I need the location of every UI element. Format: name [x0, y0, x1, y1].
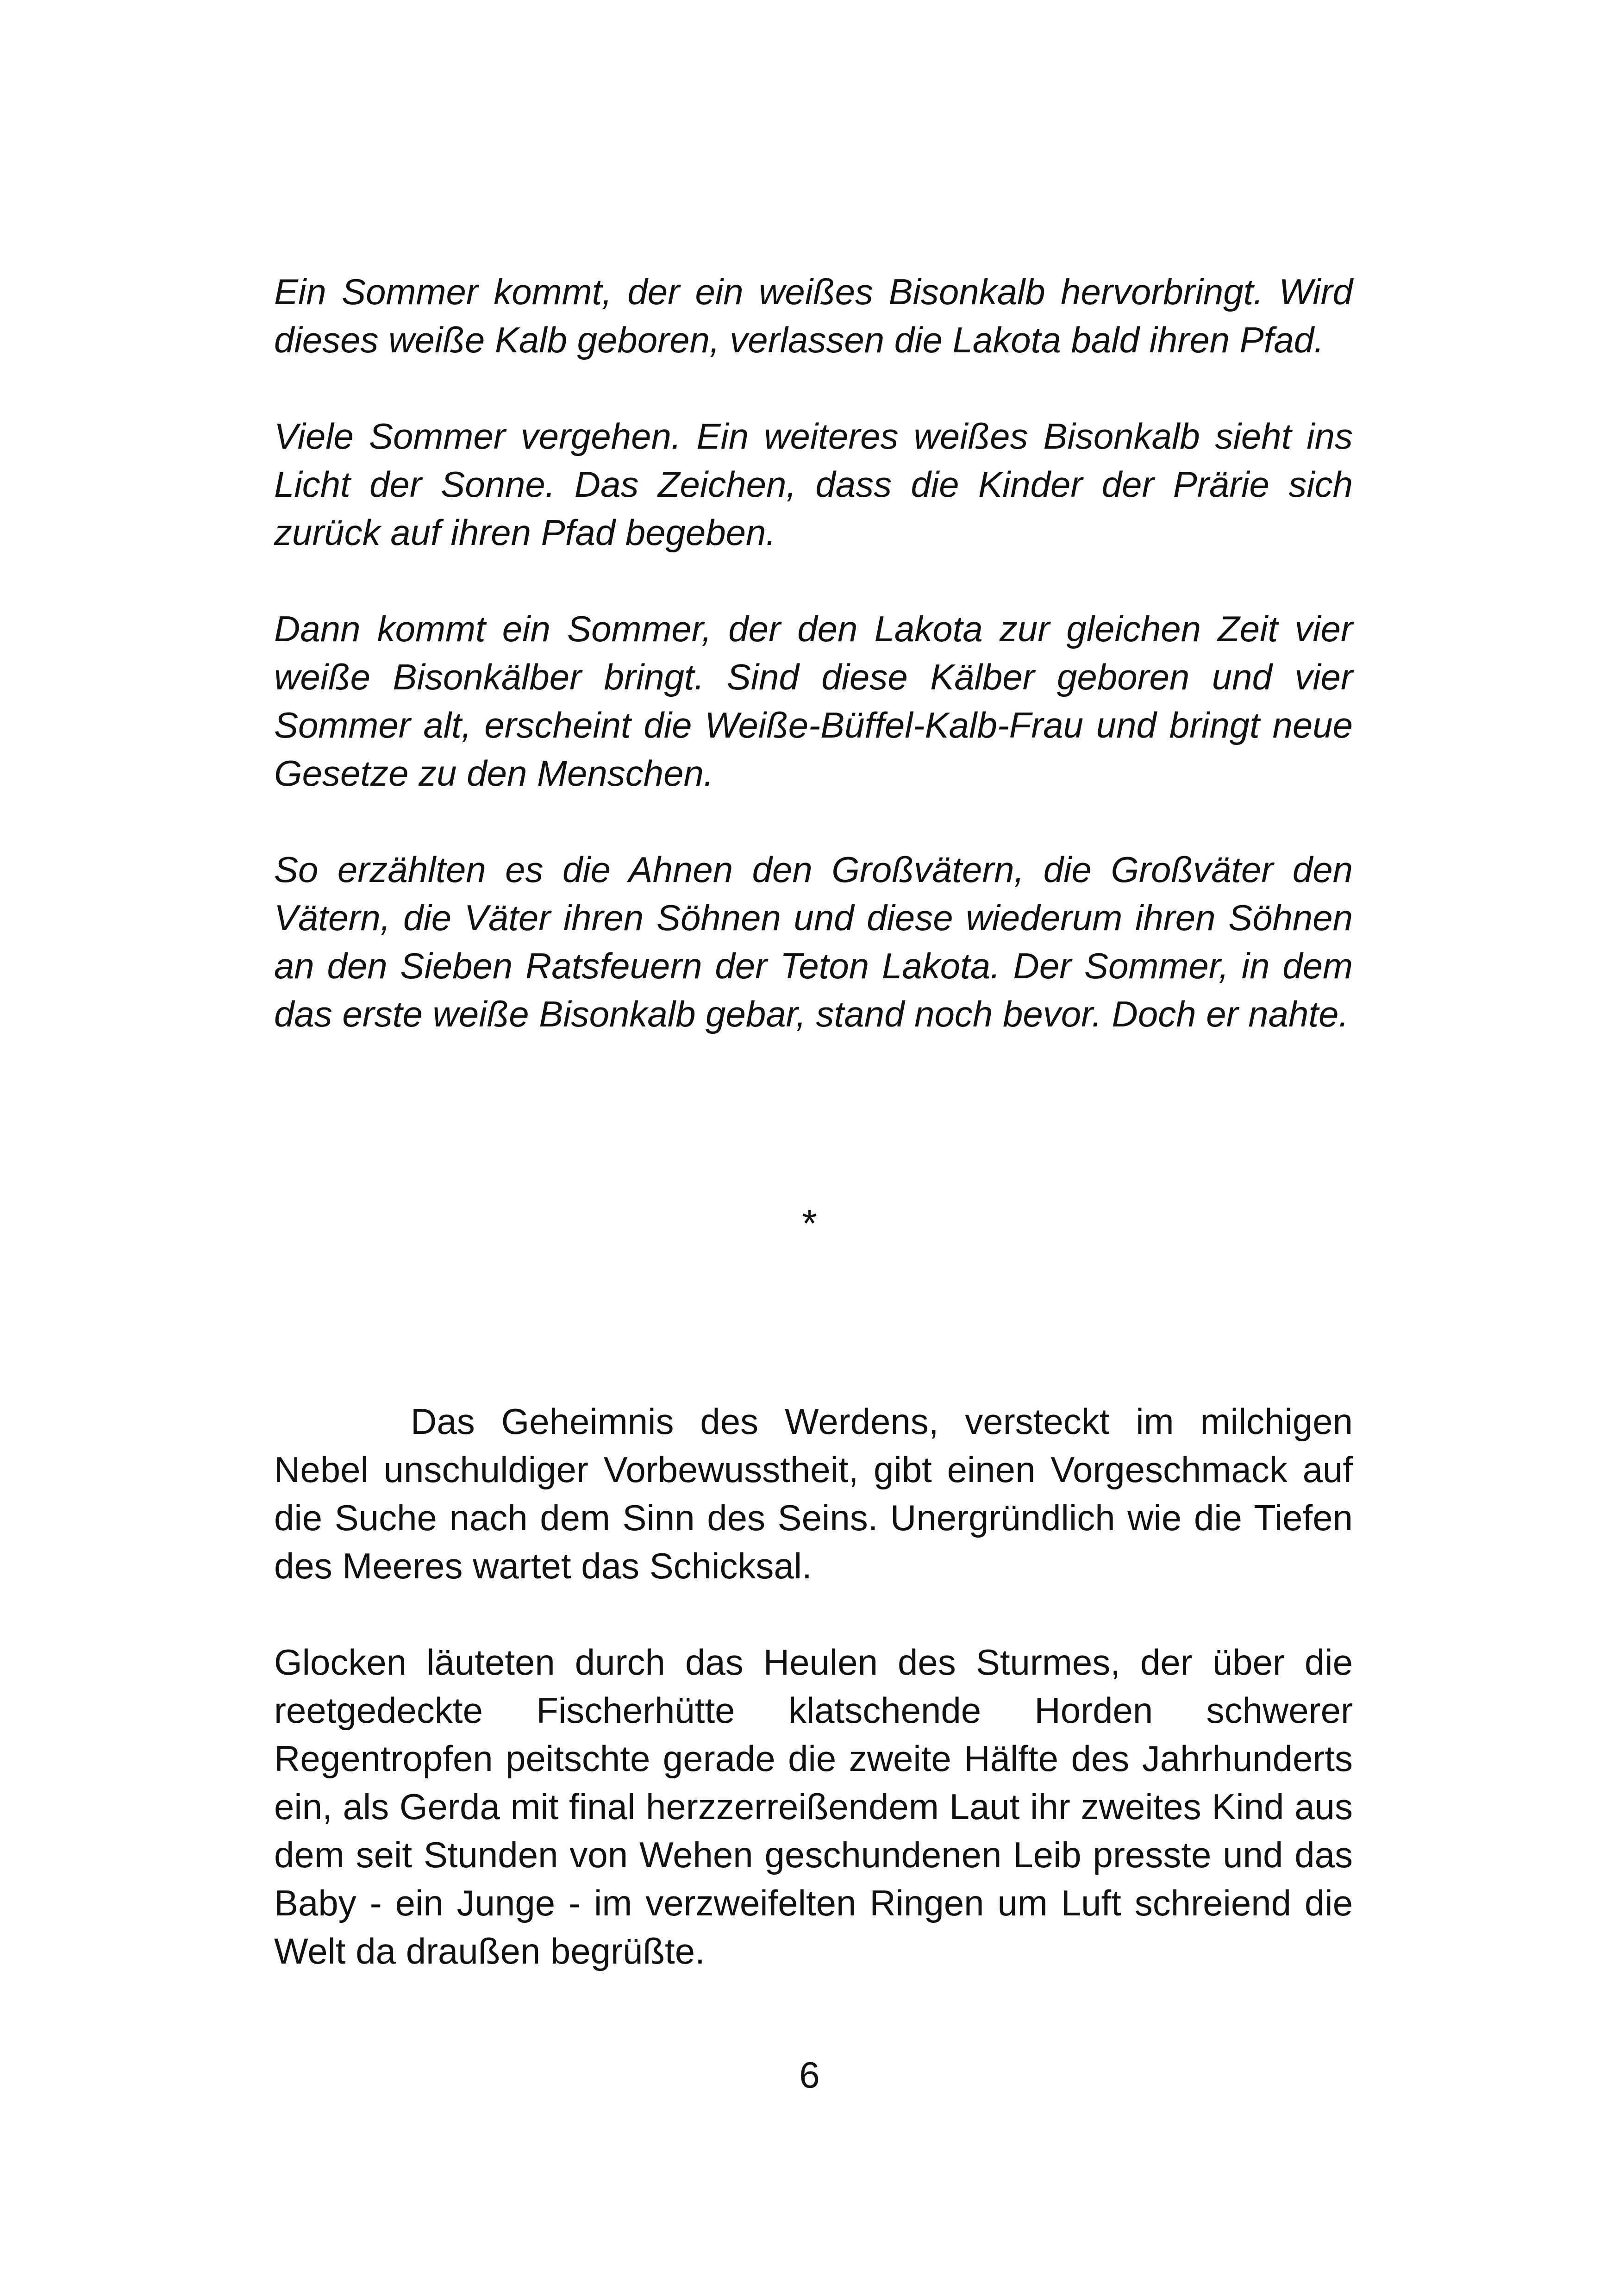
prophecy-paragraph-4: So erzählten es die Ahnen den Großvätern, die Großväter den Vätern, die Väter ihren Söhnen und diese wiederum ihren Söhnen an den Sieben Ratsfeuern der Teton Lakota. Der Sommer, in dem das erste weiße Bisonkalb gebar, stand noch bevor. Doch er nahte. — [274, 849, 1353, 1034]
prophecy-paragraph-1: Ein Sommer kommt, der ein weißes Bisonkalb hervorbringt. Wird dieses weiße Kalb geboren, verlassen die Lakota bald ihren Pfad. — [274, 271, 1353, 360]
page-number: 6 — [799, 2054, 820, 2096]
story-paragraph-1: Das Geheimnis des Werdens, versteckt im milchigen Nebel unschuldiger Vorbewusstheit, gibt einen Vorgeschmack auf die Suche nach dem Sinn des Seins. Unergründlich wie die Tiefen des Meeres wartet das Schicksal. — [274, 1401, 1353, 1586]
story-paragraph-2: Glocken läuteten durch das Heulen des Sturmes, der über die reetgedeckte Fischerhütte klatschende Horden schwerer Regentropfen peitschte gerade die zweite Hälfte des Jahrhunderts ein, als Gerda mit final herzzerreißendem Laut ihr zweites Kind aus dem seit Stunden von Wehen geschundenen Leib presste und das Baby - ein Junge - im verzweifelten Ringen um Luft schreiend die Welt da draußen begrüßte. — [274, 1642, 1353, 1971]
story-section — [274, 1397, 1353, 1975]
prophecy-paragraph-3: Dann kommt ein Sommer, der den Lakota zur gleichen Zeit vier weiße Bisonkälber bringt. Sind diese Kälber geboren und vier Sommer alt, erscheint die Weiße-Büffel-Kalb-Frau und bringt neue Gesetze zu den Menschen. — [274, 608, 1353, 794]
prophecy-paragraph-2: Viele Sommer vergehen. Ein weiteres weißes Bisonkalb sieht ins Licht der Sonne. Das Zeichen, dass die Kinder der Prärie sich zurück auf ihren Pfad begeben. — [274, 416, 1353, 553]
prophecy-section — [274, 268, 1353, 1038]
section-separator: * — [802, 1201, 817, 1245]
